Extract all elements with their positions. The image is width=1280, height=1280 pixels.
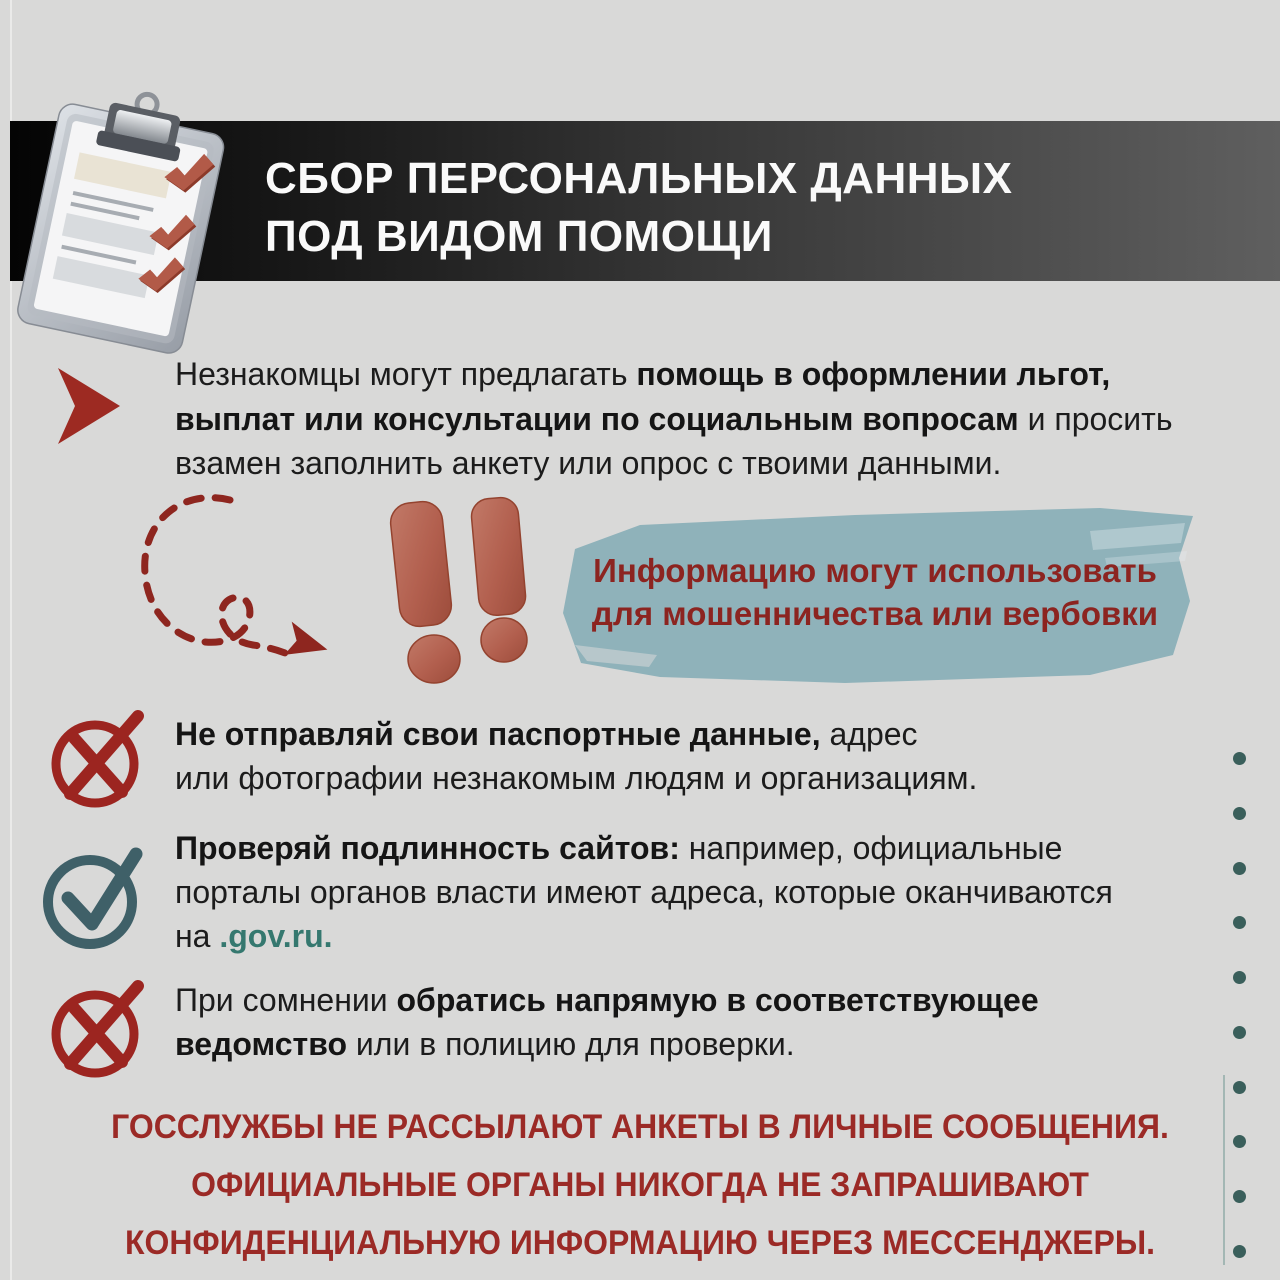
- right-edge-line: [1223, 1075, 1225, 1265]
- page-title-line-2: ПОД ВИДОМ ПОМОЩИ: [265, 212, 773, 261]
- page-title: [265, 150, 1012, 266]
- teal-dot: [1233, 1135, 1246, 1148]
- rule-line: Проверяй подлинность сайтов: например, официальные: [175, 830, 1063, 866]
- intro-line: Незнакомцы могут предлагать помощь в оформлении льгот,: [175, 356, 1111, 392]
- clipboard-icon: [8, 48, 268, 358]
- footer-line-2: ОФИЦИАЛЬНЫЕ ОРГАНЫ НИКОГДА НЕ ЗАПРАШИВАЮТ: [191, 1166, 1089, 1204]
- rule-line: Не отправляй свои паспортные данные, адрес: [175, 716, 918, 752]
- dashed-arrow-icon: [125, 488, 355, 683]
- rule-row: [175, 712, 1235, 800]
- teal-dot: [1233, 1026, 1246, 1039]
- intro-paragraph: [175, 352, 1235, 486]
- footer-line-1: ГОССЛУЖБЫ НЕ РАССЫЛАЮТ АНКЕТЫ В ЛИЧНЫЕ СООБЩЕНИЯ.: [111, 1108, 1169, 1146]
- teal-dot: [1233, 971, 1246, 984]
- cross-circle-icon: [48, 702, 144, 820]
- teal-dot: [1233, 752, 1246, 765]
- intro-line: выплат или консультации по социальным вопросам и просить: [175, 400, 1173, 437]
- double-exclamation-icon: [355, 496, 570, 691]
- dot-column: [1233, 752, 1246, 1258]
- cross-circle-icon: [48, 972, 144, 1090]
- page-title-line-1: СБОР ПЕРСОНАЛЬНЫХ ДАННЫХ: [265, 154, 1013, 203]
- rule-line: на .gov.ru.: [175, 918, 333, 954]
- footer-line-3: КОНФИДЕНЦИАЛЬНУЮ ИНФОРМАЦИЮ ЧЕРЕЗ МЕССЕНДЖЕРЫ.: [124, 1224, 1156, 1262]
- rule-line: ведомство или в полицию для проверки.: [175, 1026, 795, 1062]
- footer-warning: [0, 1098, 1280, 1272]
- rule-line: порталы органов власти имеют адреса, которые оканчиваются: [175, 874, 1113, 910]
- rule-line: или фотографии незнакомым людям и организациям.: [175, 760, 978, 796]
- teal-dot: [1233, 1245, 1246, 1258]
- intro-line: взамен заполнить анкету или опрос с твоими данными.: [175, 445, 1002, 481]
- teal-dot: [1233, 1081, 1246, 1094]
- teal-dot: [1233, 1190, 1246, 1203]
- arrow-bullet-icon: [58, 368, 122, 444]
- rule-row: [175, 826, 1235, 958]
- rule-line: При сомнении обратись напрямую в соответствующее: [175, 982, 1039, 1018]
- teal-dot: [1233, 862, 1246, 875]
- gov-ru-link: .gov.ru.: [219, 918, 333, 954]
- warning-text: Информацию могут использовать для мошенничества или вербовки: [591, 552, 1159, 632]
- check-circle-icon: [38, 834, 148, 958]
- teal-dot: [1233, 916, 1246, 929]
- rule-row: [175, 978, 1235, 1066]
- teal-dot: [1233, 807, 1246, 820]
